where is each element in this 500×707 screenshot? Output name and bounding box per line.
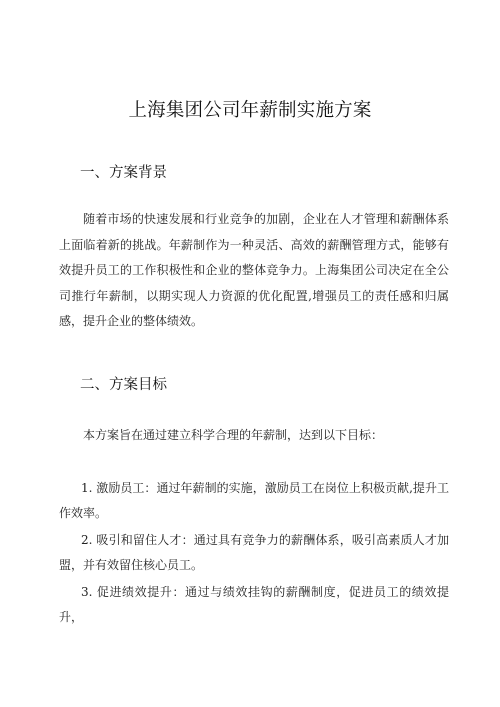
goals-intro-paragraph: 本方案旨在通过建立科学合理的年薪制，达到以下目标： [83, 428, 384, 442]
goal-item-text: . 吸引和留住人才：通过具有竞争力的薪酬体系，吸引高素质人才加盟，并有效留住核心员工。 [59, 533, 449, 572]
goal-item-number: 1 [81, 481, 89, 495]
section-heading-background: 一、方案背景 [80, 165, 167, 181]
goal-item [59, 476, 449, 526]
goal-item-text: . 激励员工：通过年薪制的实施，激励员工在岗位上积极贡献,提升工作效率。 [59, 481, 449, 520]
background-paragraph: 随着市场的快速发展和行业竞争的加剧，企业在人才管理和薪酬体系上面临着新的挑战。年薪制作为一种灵活、高效的薪酬管理方式，能够有效提升员工的工作积极性和企业的整体竞争力。上海集团公司决定在全公司推行年薪制，以期实现人力资源的优化配置,增强员工的责任感和归属感，提升企业的整体绩效。 [59, 212, 449, 329]
goal-item-number: 2 [81, 533, 89, 547]
goal-item-number: 3 [81, 585, 89, 599]
goal-item [59, 528, 449, 578]
document-title: 上海集团公司年薪制实施方案 [128, 100, 372, 121]
goal-item [59, 580, 449, 630]
section-heading-goals: 二、方案目标 [80, 377, 167, 393]
goal-item-text: . 促进绩效提升：通过与绩效挂钩的薪酬制度，促进员工的绩效提升， [59, 585, 449, 624]
